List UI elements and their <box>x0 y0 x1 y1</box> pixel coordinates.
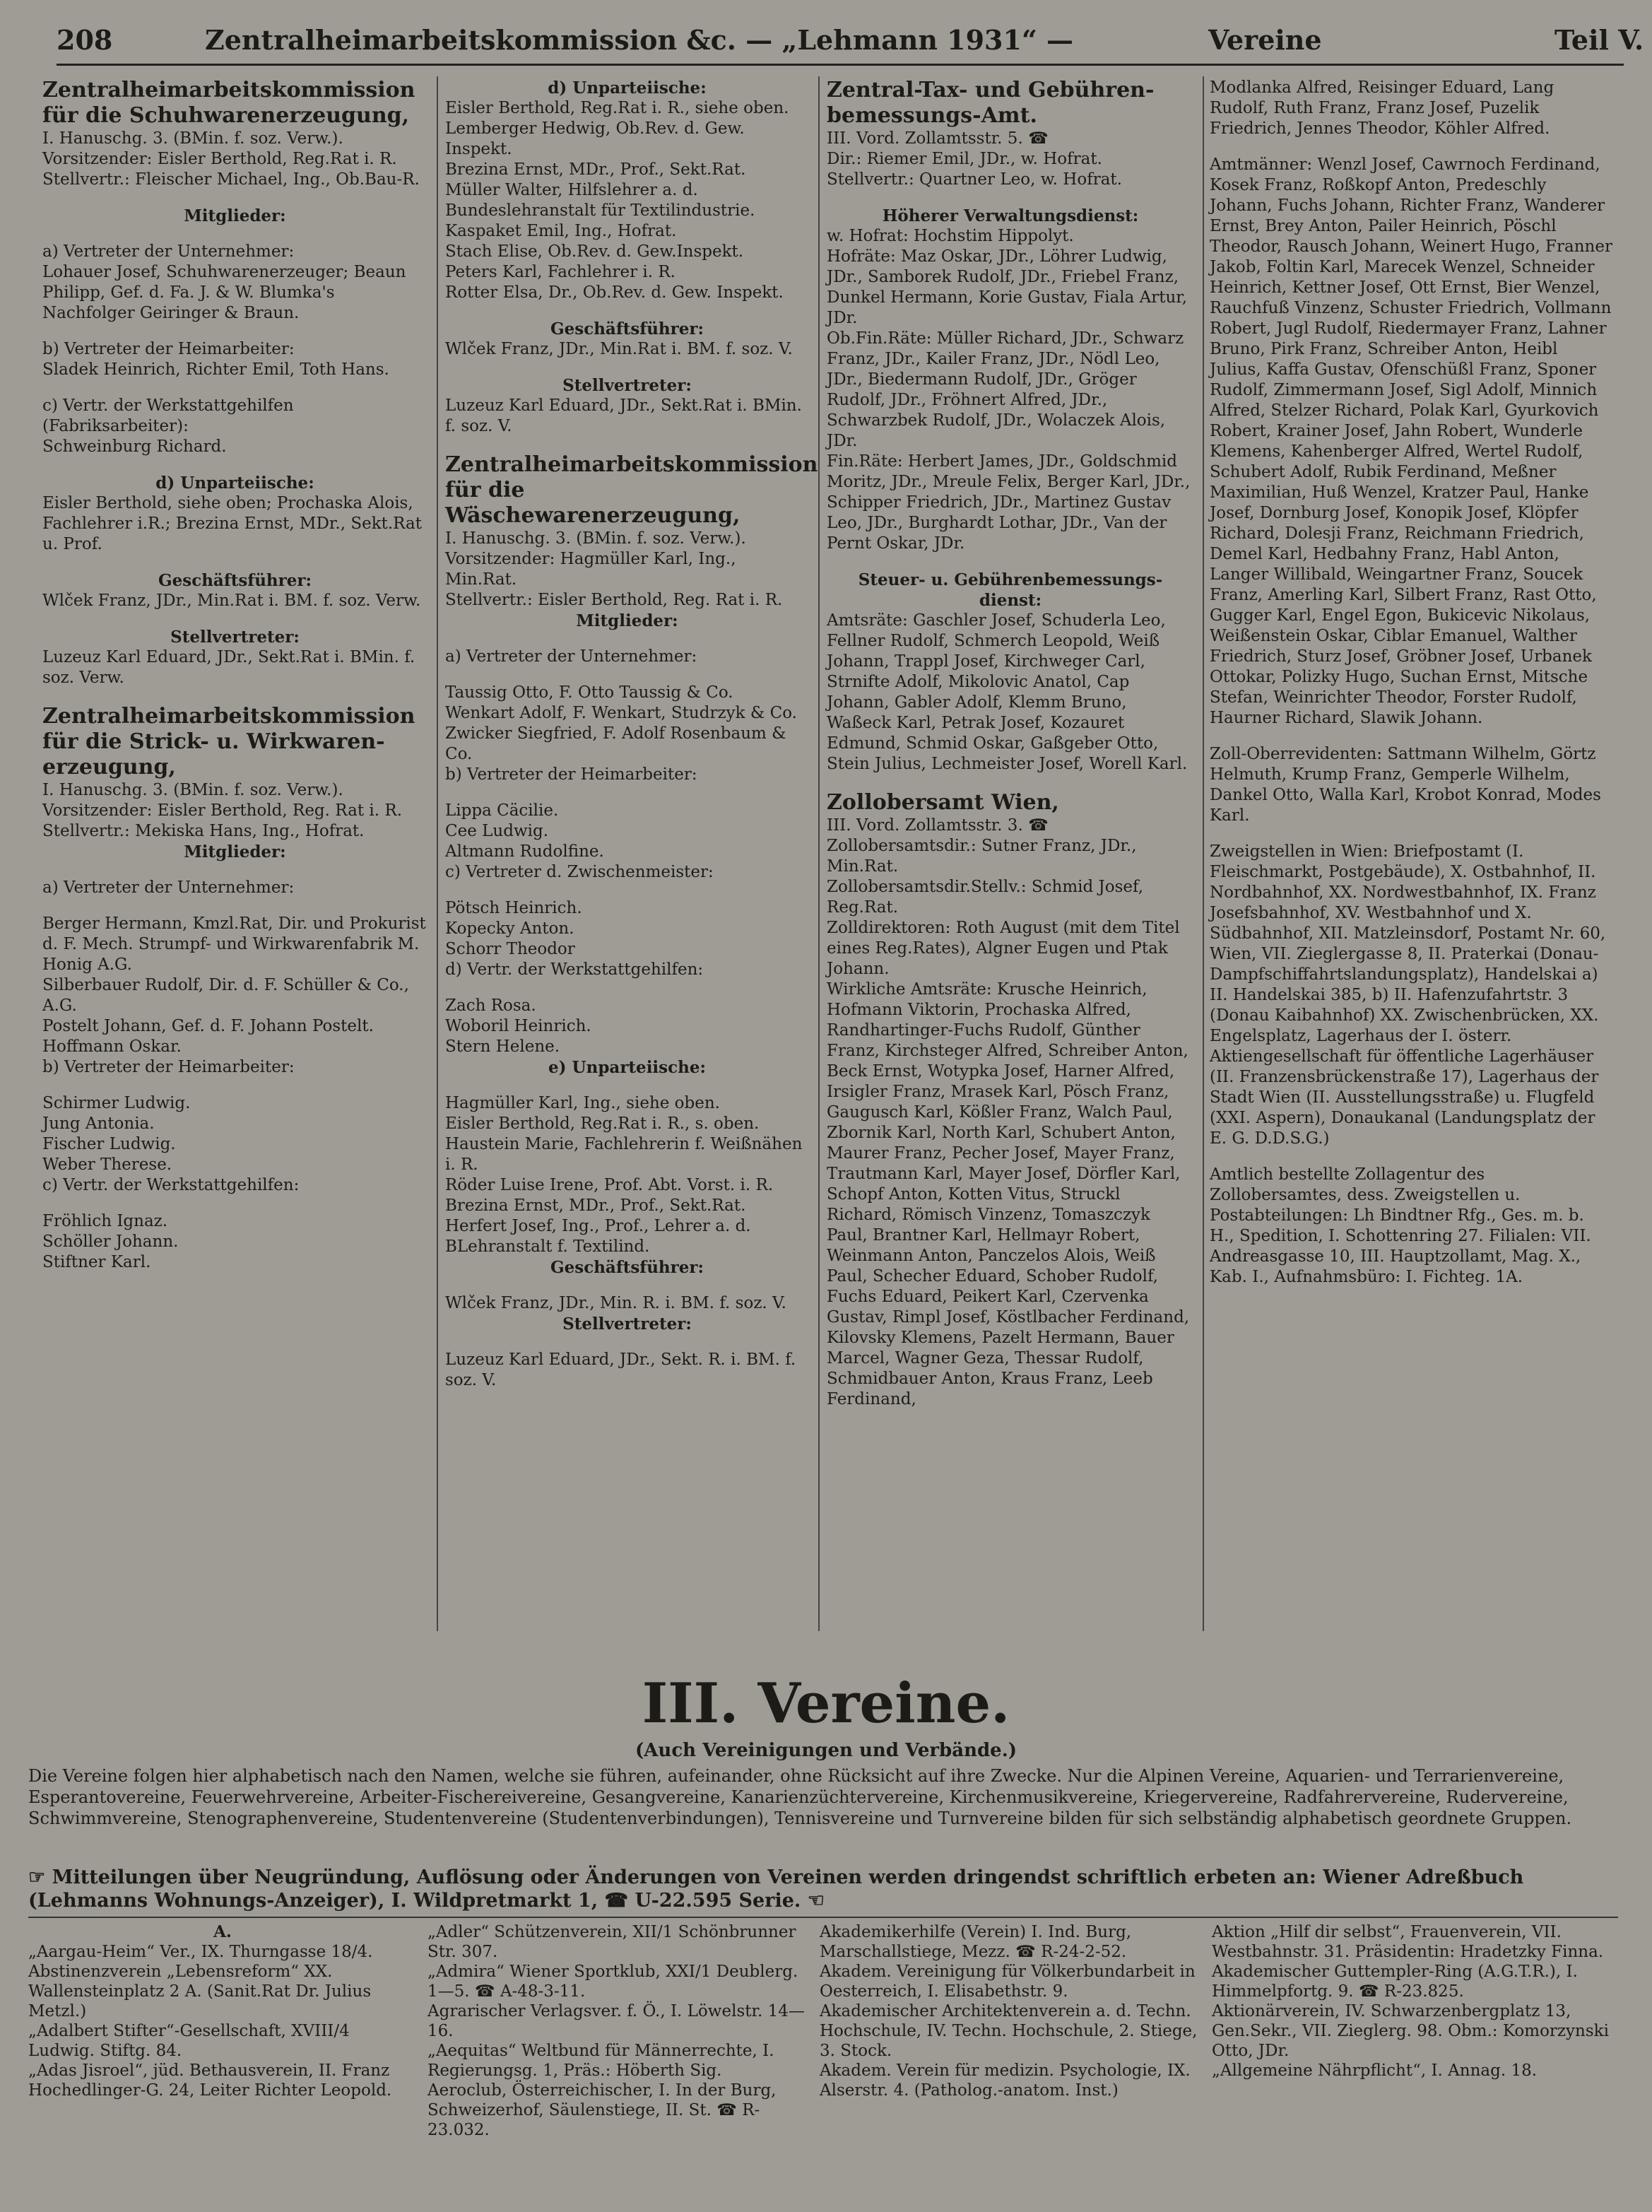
section-title: III. Vereine. <box>642 1671 1010 1736</box>
vereine-entry: Agrarischer Verlagsver. f. Ö., I. Löwelstr. 14—16. <box>427 2002 805 2040</box>
entry-text: Fin.Räte: Herbert James, JDr., Goldschmid Moritz, JDr., Mreule Felix, Berger Karl, JDr., Schipper Friedrich, JDr., Martinez Gustav Leo, JDr., Burghardt Lothar, JDr., Van der Pernt Oskar, JDr. <box>827 452 1191 553</box>
subheading: Steuer- u. Gebührenbemessungs- <box>858 570 1163 589</box>
vereine-entry: „Adas Jisroel“, jüd. Bethausverein, II. Franz Hochedlinger-G. 24, Leiter Richter Leopold. <box>28 2061 392 2100</box>
entry-text: Zolldirektoren: Roth August (mit dem Titel eines Reg.Rates), Algner Eugen und Ptak Johann. <box>827 919 1180 978</box>
entry-text: Wlček Franz, JDr., Min.Rat i. BM. f. soz. Verw. <box>42 592 421 610</box>
entry-text: I. Hanuschg. 3. (BMin. f. soz. Verw.). <box>42 129 343 148</box>
column-1 <box>42 78 427 1273</box>
entry-text: I. Hanuschg. 3. (BMin. f. soz. Verw.). <box>42 781 343 799</box>
entry-text: Röder Luise Irene, Prof. Abt. Vorst. i. R. <box>445 1176 774 1194</box>
section-heading: Zollobersamt Wien, <box>827 790 1059 815</box>
entry-text: Zollobersamtsdir.Stellv.: Schmid Josef, Reg.Rat. <box>827 878 1144 917</box>
vereine-entry: „Admira“ Wiener Sportklub, XXI/1 Deublerg. 1—5. ☎ A-48-3-11. <box>427 1963 798 2001</box>
entry-text: Fischer Ludwig. <box>42 1135 176 1153</box>
entry-text: Sladek Heinrich, Richter Emil, Toth Hans. <box>42 360 389 379</box>
vereine-entry: A. <box>213 1922 232 1941</box>
entry-text: Zollobersamtsdir.: Sutner Franz, JDr., Min.Rat. <box>827 837 1137 876</box>
entry-text: Eisler Berthold, siehe oben; Prochaska Alois, Fachlehrer i.R.; Brezina Ernst, MDr., Sekt.Rat u. Prof. <box>42 494 422 553</box>
entry-text: Stellvertr.: Fleischer Michael, Ing., Ob.Bau-R. <box>42 170 420 189</box>
entry-text: Eisler Berthold, Reg.Rat i. R., siehe oben. <box>445 99 789 117</box>
entry-text: Jung Antonia. <box>42 1114 155 1133</box>
entry-text: Stellvertr.: Quartner Leo, w. Hofrat. <box>827 170 1122 189</box>
entry-text: Vorsitzender: Hagmüller Karl, Ing., Min.Rat. <box>445 550 736 589</box>
entry-text: Schirmer Ludwig. <box>42 1094 191 1112</box>
column-3 <box>827 78 1194 1410</box>
entry-text: Müller Walter, Hilfslehrer a. d. Bundeslehranstalt für Textilindustrie. <box>445 181 755 220</box>
entry-text: Lemberger Hedwig, Ob.Rev. d. Gew. Inspekt. <box>445 119 745 158</box>
vereine-entry: „Adalbert Stifter“-Gesellschaft, XVIII/4 Ludwig. Stiftg. 84. <box>28 2022 350 2060</box>
section-heading: Zentralheimarbeitskommission <box>445 452 818 477</box>
section-heading: Zentral-Tax- und Gebühren- <box>827 78 1155 102</box>
entry-text: Schweinburg Richard. <box>42 437 227 456</box>
entry-text: c) Vertr. der Werkstattgehilfen: <box>42 1176 300 1194</box>
entry-text: Stellvertr.: Eisler Berthold, Reg. Rat i. R. <box>445 591 783 609</box>
entry-text: Herfert Josef, Ing., Prof., Lehrer a. d. BLehranstalt f. Textilind. <box>445 1217 751 1256</box>
entry-text: Zach Rosa. <box>445 996 536 1015</box>
entry-text: III. Vord. Zollamtsstr. 3. ☎ <box>827 816 1049 835</box>
entry-text: Postelt Johann, Gef. d. F. Johann Postelt. <box>42 1017 374 1035</box>
entry-text: Zoll-Oberrevidenten: Sattmann Wilhelm, Görtz Helmuth, Krump Franz, Gemperle Wilhelm, Dankel Otto, Walla Karl, Krobot Konrad, Modes Karl. <box>1210 745 1601 825</box>
column-rule <box>437 76 438 1631</box>
entry-text: Stellvertr.: Mekiska Hans, Ing., Hofrat. <box>42 822 365 840</box>
entry-text: Brezina Ernst, MDr., Prof., Sekt.Rat. <box>445 160 746 179</box>
subheading: dienst: <box>979 591 1042 610</box>
entry-text: Kopecky Anton. <box>445 919 574 938</box>
section-heading: für die Strick- u. Wirkwaren- <box>42 729 385 754</box>
entry-text: c) Vertr. der Werkstattgehilfen (Fabriksarbeiter): <box>42 396 294 435</box>
entry-text: c) Vertreter d. Zwischenmeister: <box>445 863 714 881</box>
subheading: Geschäftsführer: <box>550 319 704 339</box>
entry-text: a) Vertreter der Unternehmer: <box>42 878 295 897</box>
submission-notice: ☞ Mitteilungen über Neugründung, Auflösung oder Änderungen von Vereinen werden dringendst schriftlich erbeten an: Wiener Adreßbuch (Lehmanns Wohnungs-Anzeiger), I. Wildpretmarkt 1, ☎ U-22.595 Serie. ☜ <box>28 1866 1524 1912</box>
vereine-column-2 <box>427 1922 809 2140</box>
entry-text: a) Vertreter der Unternehmer: <box>42 242 295 261</box>
entry-text: Weber Therese. <box>42 1155 172 1174</box>
vereine-column-3 <box>820 1922 1201 2100</box>
entry-text: Cee Ludwig. <box>445 822 549 840</box>
vereine-entry: Akademischer Architektenverein a. d. Techn. Hochschule, IV. Techn. Hochschule, 2. Stiege, 3. Stock. <box>820 2002 1198 2060</box>
vereine-entry: Akadem. Vereinigung für Völkerbundarbeit in Oesterreich, I. Elisabethstr. 9. <box>820 1963 1196 2001</box>
entry-text: Fröhlich Ignaz. <box>42 1212 168 1230</box>
subheading: Stellvertreter: <box>562 1314 692 1334</box>
section-heading: Zentralheimarbeitskommission <box>42 704 415 729</box>
entry-text: b) Vertreter der Heimarbeiter: <box>42 340 295 358</box>
entry-text: Hoffmann Oskar. <box>42 1037 182 1056</box>
entry-text: Hagmüller Karl, Ing., siehe oben. <box>445 1094 720 1112</box>
entry-text: a) Vertreter der Unternehmer: <box>445 647 697 666</box>
entry-text: Taussig Otto, F. Otto Taussig & Co. <box>445 683 733 702</box>
entry-text: Amtsräte: Gaschler Josef, Schuderla Leo, Fellner Rudolf, Schmerch Leopold, Weiß Johann, Trappl Josef, Kirchweger Carl, Strnifte Adolf, Mikolovic Anatol, Cap Johann, Gabler Adolf, Klemm Bruno, Waßeck Karl, Petrak Josef, Kozauret Edmund, Schmid Oskar, Gaßgeber Otto, Stein Julius, Lechmeister Josef, Worell Karl. <box>827 611 1188 773</box>
vereine-entry: Aeroclub, Österreichischer, I. In der Burg, Schweizerhof, Säulenstiege, II. St. ☎ R-23.032. <box>427 2081 777 2139</box>
entry-text: b) Vertreter der Heimarbeiter: <box>42 1058 295 1076</box>
entry-text: Luzeuz Karl Eduard, JDr., Sekt.Rat i. BMin. f. soz. Verw. <box>42 648 415 687</box>
vereine-entry: Akademischer Guttempler-Ring (A.G.T.R.), I. Himmelpfortg. 9. ☎ R-23.825. <box>1212 1963 1578 2001</box>
entry-text: Amtlich bestellte Zollagentur des Zollobersamtes, dess. Zweigstellen u. Postabteilungen: Lh Bindtner Rfg., Ges. m. b. H., Spedition, I. Schottenring 27. Filialen: VII. Andreasgasse 10, III. Hauptzollamt, Mag. X., Kab. I., Aufnahmsbüro: I. Fichteg. 1A. <box>1210 1165 1591 1286</box>
entry-text: Stern Helene. <box>445 1037 560 1056</box>
vereine-entry: „Aequitas“ Weltbund für Männerrechte, I. Regierungsg. 1, Präs.: Höberth Sig. <box>427 2042 774 2080</box>
column-4 <box>1210 78 1612 1288</box>
entry-text: Lippa Cäcilie. <box>445 801 559 820</box>
vereine-column-4 <box>1212 1922 1615 2081</box>
entry-text: Wenkart Adolf, F. Wenkart, Studrzyk & Co. <box>445 704 797 722</box>
vereine-entry: „Allgemeine Nährpflicht“, I. Annag. 18. <box>1212 2061 1538 2080</box>
entry-text: Eisler Berthold, Reg.Rat i. R., s. oben. <box>445 1114 760 1133</box>
entry-text: Altmann Rudolfine. <box>445 842 604 861</box>
running-head: Zentralheimarbeitskommission &c. — „Lehmann 1931“ — <box>205 24 1074 56</box>
column-rule <box>1203 76 1204 1631</box>
subheading: Mitglieder: <box>576 611 678 630</box>
entry-text: Stiftner Karl. <box>42 1253 151 1271</box>
vereine-entry: Aktionärverein, IV. Schwarzenbergplatz 13, Gen.Sekr., VII. Zieglerg. 98. Obm.: Komorzynski Otto, JDr. <box>1212 2002 1609 2060</box>
subheading: d) Unparteiische: <box>548 78 707 98</box>
entry-text: Hofräte: Maz Oskar, JDr., Löhrer Ludwig, JDr., Samborek Rudolf, JDr., Friebel Franz, Dunkel Hermann, Korie Gustav, Fiala Artur, JDr. <box>827 247 1188 327</box>
entry-text: Haustein Marie, Fachlehrerin f. Weißnähen i. R. <box>445 1135 803 1174</box>
entry-text: Wlček Franz, JDr., Min. R. i. BM. f. soz. V. <box>445 1294 786 1312</box>
entry-text: Dir.: Riemer Emil, JDr., w. Hofrat. <box>827 150 1102 168</box>
entry-text: Modlanka Alfred, Reisinger Eduard, Lang Rudolf, Ruth Franz, Franz Josef, Puzelik Friedrich, Jennes Theodor, Köhler Alfred. <box>1210 78 1554 138</box>
subheading: d) Unparteiische: <box>155 473 314 493</box>
entry-text: Stach Elise, Ob.Rev. d. Gew.Inspekt. <box>445 242 744 261</box>
subheading: Mitglieder: <box>184 206 286 225</box>
vereine-entry: „Aargau-Heim“ Ver., IX. Thurngasse 18/4. <box>28 1943 373 1961</box>
section-heading: erzeugung, <box>42 755 176 780</box>
vereine-entry: Akademikerhilfe (Verein) I. Ind. Burg, Marschallstiege, Mezz. ☎ R-24-2-52. <box>820 1923 1132 1961</box>
entry-text: III. Vord. Zollamtsstr. 5. ☎ <box>827 129 1049 148</box>
subheading: Höherer Verwaltungsdienst: <box>882 206 1139 225</box>
entry-text: Zweigstellen in Wien: Briefpostamt (I. Fleischmarkt, Postgebäude), X. Ostbahnhof, II. Nordbahnhof, XX. Nordwestbahnhof, IX. Franz Josefsbahnhof, XV. Westbahnhof und X. Südbahnhof, XII. Matzleinsdorf, Postamt Nr. 60, Wien, VII. Zieglergasse 8, II. Praterkai (Donau-Dampfschiffahrtslandungsplatz), Handelskai a) II. Handelskai 385, b) II. Hafenzufahrtstr. 3 (Donau Kaibahnhof) XX. Zwischenbrücken, XX. Engelsplatz, Lagerhaus der I. österr. Aktiengesellschaft für öffentliche Lagerhäuser (II. Franzensbrückenstraße 17), Lagerhaus der Stadt Wien (II. Ausstellungsstraße) u. Flugfeld (XXI. Aspern), Donaukanal (Landungsplatz der E. G. D.D.S.G.) <box>1210 842 1606 1148</box>
vereine-entry: „Adler“ Schützenverein, XII/1 Schönbrunner Str. 307. <box>427 1923 796 1961</box>
section-heading: bemessungs-Amt. <box>827 103 1037 128</box>
entry-text: Pötsch Heinrich. <box>445 899 582 917</box>
section-subtitle: (Auch Vereinigungen und Verbände.) <box>635 1740 1017 1761</box>
entry-text: Vorsitzender: Eisler Berthold, Reg. Rat i. R. <box>42 801 402 820</box>
section-intro: Die Vereine folgen hier alphabetisch nach den Namen, welche sie führen, aufeinander, ohne Rücksicht auf ihre Zwecke. Nur die Alpinen Vereine, Aquarien- und Terrarienvereine, Esperantovereine, Feuerwehrvereine, Arbeiter-Fischereivereine, Gesangvereine, Kanarienzüchtervereine, Kirchenmusikvereine, Kriegervereine, Radfahrervereine, Rudervereine, Schwimmvereine, Stenographenvereine, Studentenvereine (Studentenverbindungen), Tennisvereine und Turnvereine bilden für sich selbständig alphabetisch geordnete Gruppen. <box>28 1766 1572 1828</box>
entry-text: Berger Hermann, Kmzl.Rat, Dir. und Prokurist d. F. Mech. Strumpf- und Wirkwarenfabrik M. Honig A.G. <box>42 914 426 974</box>
divider <box>28 1917 1618 1918</box>
subheading: Mitglieder: <box>184 842 286 861</box>
entry-text: b) Vertreter der Heimarbeiter: <box>445 765 697 784</box>
entry-text: Lohauer Josef, Schuhwarenerzeuger; Beaun Philipp, Gef. d. Fa. J. & W. Blumka's Nachfolger Geiringer & Braun. <box>42 263 406 322</box>
section-heading: für die Wäschewarenerzeugung, <box>445 478 741 528</box>
entry-text: Luzeuz Karl Eduard, JDr., Sekt. R. i. BM. f. soz. V. <box>445 1351 796 1389</box>
column-rule <box>818 76 820 1631</box>
subheading: Stellvertreter: <box>170 628 300 647</box>
section-heading: für die Schuhwarenerzeugung, <box>42 103 410 128</box>
entry-text: I. Hanuschg. 3. (BMin. f. soz. Verw.). <box>445 529 746 548</box>
entry-text: Ob.Fin.Räte: Müller Richard, JDr., Schwarz Franz, JDr., Kailer Franz, JDr., Nödl Leo, JDr., Biedermann Rudolf, JDr., Gröger Rudolf, JDr., Fröhnert Alfred, JDr., Schwarzbek Rudolf, JDr., Wolaczek Alois, JDr. <box>827 329 1184 450</box>
entry-text: Vorsitzender: Eisler Berthold, Reg.Rat i. R. <box>42 150 397 168</box>
entry-text: d) Vertr. der Werkstattgehilfen: <box>445 960 704 979</box>
entry-text: Wlček Franz, JDr., Min.Rat i. BM. f. soz. V. <box>445 340 793 358</box>
entry-text: Woboril Heinrich. <box>445 1017 591 1035</box>
entry-text: Kaspaket Emil, Ing., Hofrat. <box>445 222 677 240</box>
subheading: Geschäftsführer: <box>158 571 312 590</box>
subheading: Geschäftsführer: <box>550 1258 704 1277</box>
entry-text: w. Hofrat: Hochstim Hippolyt. <box>827 227 1074 245</box>
entry-text: Schöller Johann. <box>42 1233 179 1251</box>
entry-text: Silberbauer Rudolf, Dir. d. F. Schüller & Co., A.G. <box>42 976 409 1015</box>
entry-text: Brezina Ernst, MDr., Prof., Sekt.Rat. <box>445 1196 746 1215</box>
page-header <box>57 21 1644 66</box>
vereine-column-1 <box>28 1922 417 2100</box>
entry-text: Peters Karl, Fachlehrer i. R. <box>445 263 675 281</box>
section-name: Vereine <box>1208 24 1322 56</box>
entry-text: Luzeuz Karl Eduard, JDr., Sekt.Rat i. BMin. f. soz. V. <box>445 396 802 435</box>
vereine-entry: Aktion „Hilf dir selbst“, Frauenverein, VII. Westbahnstr. 31. Präsidentin: Hradetzky Finna. <box>1212 1923 1604 1961</box>
page-number: 208 <box>57 24 113 56</box>
entry-text: Rotter Elsa, Dr., Ob.Rev. d. Gew. Inspekt. <box>445 283 784 302</box>
vereine-entry: Akadem. Verein für medizin. Psychologie, IX. Alserstr. 4. (Patholog.-anatom. Inst.) <box>820 2061 1191 2100</box>
entry-text: Zwicker Siegfried, F. Adolf Rosenbaum & Co. <box>445 724 786 763</box>
part-label: Teil V. <box>1554 24 1644 56</box>
vereine-entry: Abstinenzverein „Lebensreform“ XX. Wallensteinplatz 2 A. (Sanit.Rat Dr. Julius Metzl.) <box>28 1963 372 2020</box>
entry-text: Schorr Theodor <box>445 940 575 958</box>
subheading: e) Unparteiische: <box>548 1058 706 1077</box>
column-2 <box>445 78 818 1391</box>
subheading: Stellvertreter: <box>562 376 692 395</box>
entry-text: Wirkliche Amtsräte: Krusche Heinrich, Hofmann Viktorin, Prochaska Alfred, Randhartinger-Fuchs Rudolf, Günther Franz, Kirchsteger Alfred, Schreiber Anton, Beck Ernst, Wotypka Josef, Harner Alfred, Irsigler Franz, Mrasek Karl, Pösch Franz, Gaugusch Karl, Kößler Franz, Walch Paul, Zbornik Karl, North Karl, Schubert Anton, Maurer Franz, Pecher Josef, Mayer Franz, Trautmann Karl, Mayer Josef, Dörfler Karl, Schopf Anton, Kotten Vitus, Struckl Richard, Römisch Vinzenz, Tomaszczyk Paul, Brantner Karl, Hellmayr Robert, Weinmann Anton, Panczelos Alois, Weiß Paul, Schecher Eduard, Schober Rudolf, Fuchs Eduard, Peikert Karl, Czervenka Gustav, Rimpl Josef, Köstlbacher Ferdinand, Kilovsky Klemens, Pazelt Hermann, Bauer Marcel, Wagner Geza, Thessar Rudolf, Schmidbauer Anton, Kraus Franz, Leeb Ferdinand, <box>827 980 1190 1408</box>
entry-text: Amtmänner: Wenzl Josef, Cawrnoch Ferdinand, Kosek Franz, Roßkopf Anton, Predeschly Johann, Fuchs Johann, Richter Franz, Wanderer Ernst, Brey Anton, Pailer Heinrich, Pöschl Theodor, Rausch Johann, Weinert Hugo, Franner Jakob, Foltin Karl, Marecek Wenzel, Schneider Heinrich, Kettner Josef, Ott Ernst, Bier Wenzel, Rauchfuß Vinzenz, Schuster Friedrich, Vollmann Robert, Jugl Rudolf, Riedermayer Franz, Lahner Bruno, Pirk Franz, Schreiber Anton, Heibl Julius, Kaffa Gustav, Ofenschüßl Franz, Sponer Rudolf, Zimmermann Josef, Sigl Adolf, Minnich Alfred, Stelzer Richard, Polak Karl, Gyurkovich Robert, Krainer Josef, Jahn Robert, Wunderle Klemens, Kahenberger Alfred, Wertel Rudolf, Schubert Adolf, Rubik Ferdinand, Meßner Maximilian, Huß Wenzel, Kratzer Paul, Hanke Josef, Dornburg Josef, Konopik Josef, Klöpfer Richard, Dolesji Franz, Reichmann Friedrich, Demel Karl, Hedbahny Franz, Habl Anton, Langer Willibald, Weingartner Franz, Soucek Franz, Amerling Karl, Silbert Franz, Rast Otto, Gugger Karl, Engel Egon, Bukicevic Nikolaus, Weißenstein Oskar, Ciblar Emanuel, Walther Friedrich, Sturz Josef, Gröbner Josef, Urbanek Ottokar, Polizky Hugo, Suchan Ernst, Mitsche Stefan, Weinrichter Theodor, Forster Rudolf, Haurner Richard, Slawik Johann. <box>1210 155 1612 727</box>
section-heading: Zentralheimarbeitskommission <box>42 78 415 102</box>
